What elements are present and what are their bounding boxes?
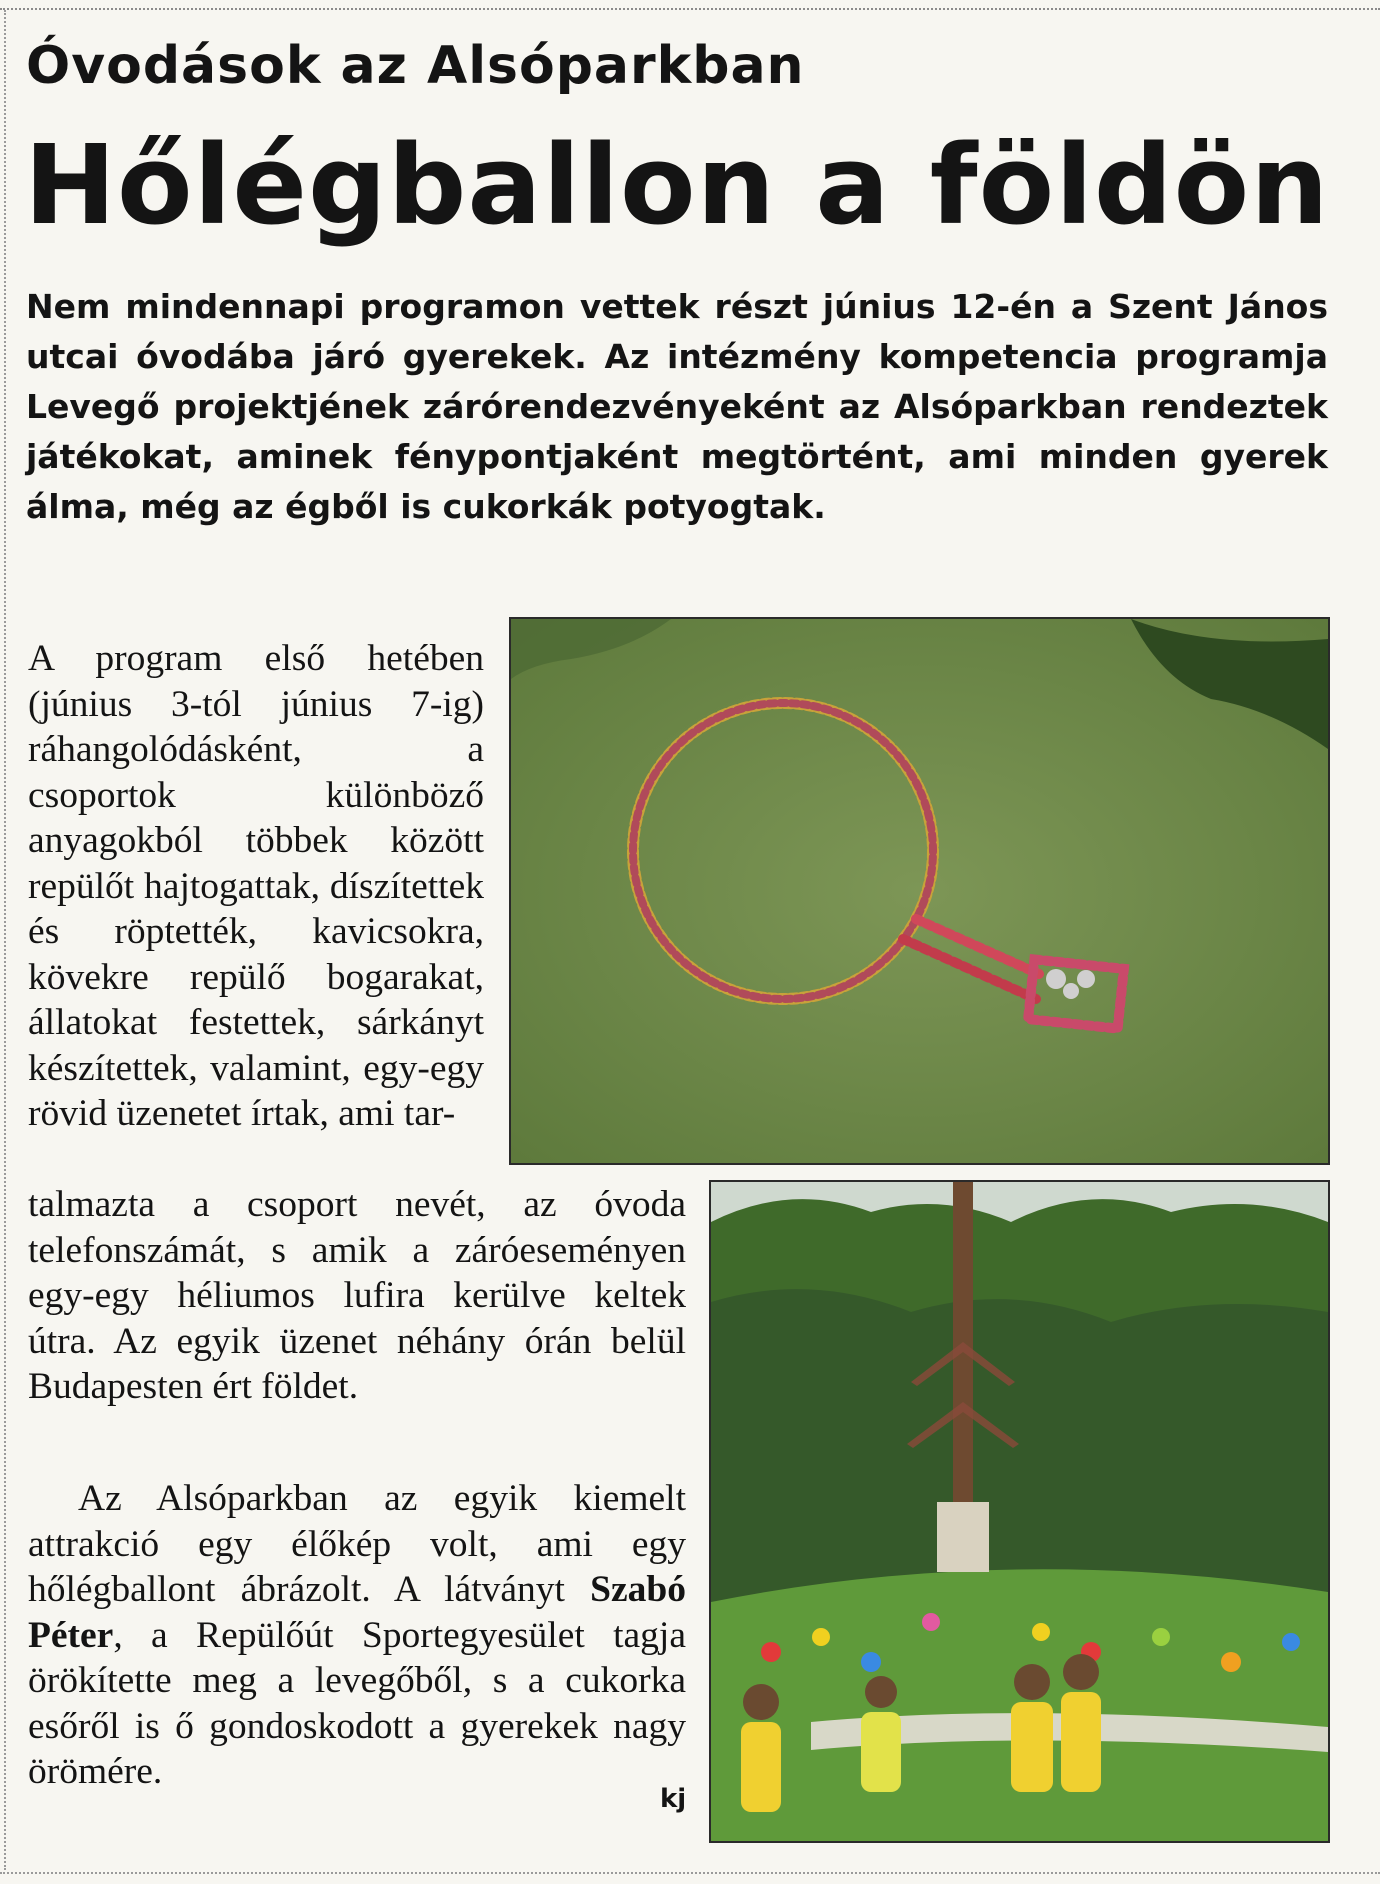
paragraph-1-bottom: talmazta a csoport nevét, az óvoda telefonszámát, s amik a záróeseményen egy-egy héliumos lufira kerülve keltek útra. Az egyik üzenet néhány órán belül Budapesten ért földet. [28, 1184, 686, 1407]
article-headline: Hőlégballon a földön [24, 121, 1330, 249]
photographer-name: Szabó Péter [28, 1569, 686, 1656]
aerial-balloon-image [511, 619, 1328, 1163]
article-lead: Nem mindennapi programon vettek részt június 12-én a Szent János utcai óvodába járó gyerekek. Az intézmény kompetencia programja Levegő projektjének zárórendezvényeként az Alsóparkban rendeztek játékokat, aminek fénypontjaként megtörtént, ami minden gyerek álma, még az égből is cukorkák potyogtak. [26, 287, 1328, 526]
paragraph-2 [28, 1476, 686, 1795]
bottom-border-rule [0, 1872, 1380, 1874]
author-byline: kj [660, 1784, 687, 1814]
park-children-photo [709, 1180, 1330, 1843]
paragraph-2-text-a: Az Alsóparkban az egyik kiemelt attrakció egy élőkép volt, ami egy hőlégballont ábrázolt. A látványt [28, 1478, 686, 1610]
article-kicker: Óvodások az Alsóparkban [26, 36, 805, 96]
park-children-image [711, 1182, 1328, 1841]
paragraph-1-top: A program első hetében (június 3-tól június 7-ig) ráhangolódásként, a csoportok különböző anyagokból többek között repülőt hajtogattak, díszítettek és röptették, kavicsokra, kövekre repülő bogarakat, állatokat festettek, sárkányt készítettek, valamint, egy-egy rövid üzenetet írtak, ami tar- [28, 638, 484, 1134]
left-border-rule [4, 10, 6, 1870]
paragraph-2-text-b: , a Repülőút Sportegyesület tagja örökítette meg a levegőből, s a cukorka esőről is ő gondoskodott a gyerekek nagy örömére. [28, 1614, 686, 1792]
top-border-rule [0, 0, 1380, 10]
aerial-balloon-photo [509, 617, 1330, 1165]
